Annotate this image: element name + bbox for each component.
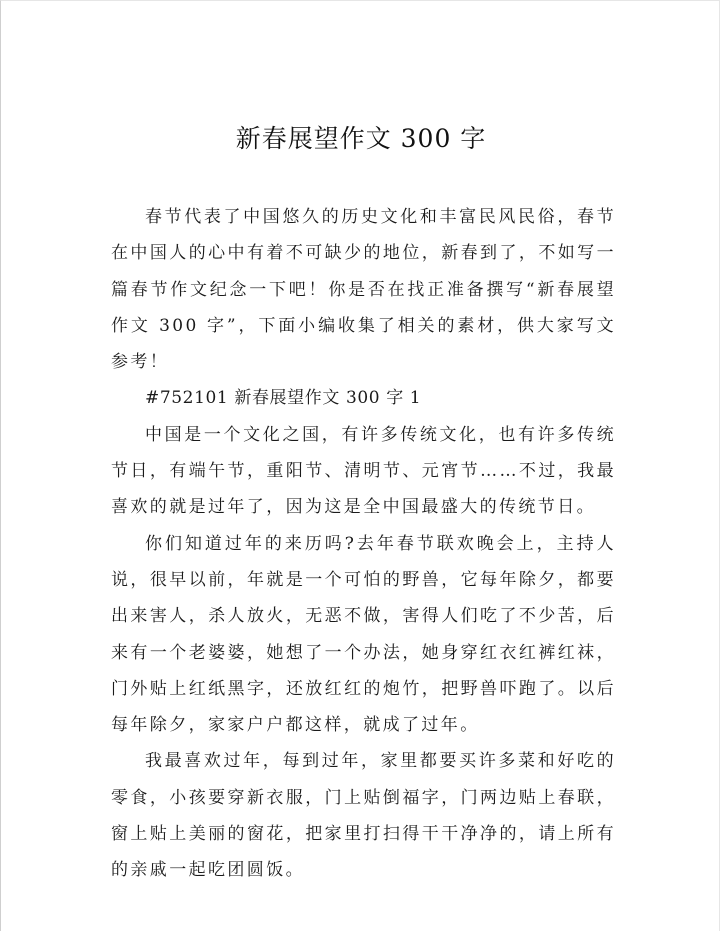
document-body xyxy=(111,199,616,889)
paragraph-intro: 春节代表了中国悠久的历史文化和丰富民风民俗，春节在中国人的心中有着不可缺少的地位，新春到了，不如写一篇春节作文纪念一下吧！你是否在找正准备撰写“新春展望作文 300 字”，下面小编收集了相关的素材，供大家写文参考！ xyxy=(111,207,616,373)
paragraph-2: 你们知道过年的来历吗?去年春节联欢晚会上，主持人说，很早以前，年就是一个可怕的野兽，它每年除夕，都要出来害人，杀人放火，无恶不做，害得人们吃了不少苦，后来有一个老婆婆，她想了一个办法，她身穿红衣红裤红袜，门外贴上红纸黑字，还放红红的炮竹，把野兽吓跑了。以后每年除夕，家家户户都这样，就成了过年。 xyxy=(111,533,616,736)
paragraph-1: 中国是一个文化之国，有许多传统文化，也有许多传统节日，有端午节，重阳节、清明节、元宵节……不过，我最喜欢的就是过年了，因为这是全中国最盛大的传统节日。 xyxy=(111,424,616,518)
document-title: 新春展望作文 300 字 xyxy=(235,124,487,153)
paragraph-3: 我最喜欢过年，每到过年，家里都要买许多菜和好吃的零食，小孩要穿新衣服，门上贴倒福字，门两边贴上春联，窗上贴上美丽的窗花，把家里打扫得干干净净的，请上所有的亲戚一起吃团圆饭。 xyxy=(111,751,616,881)
section-heading: #752101 新春展望作文 300 字 1 xyxy=(145,388,422,409)
